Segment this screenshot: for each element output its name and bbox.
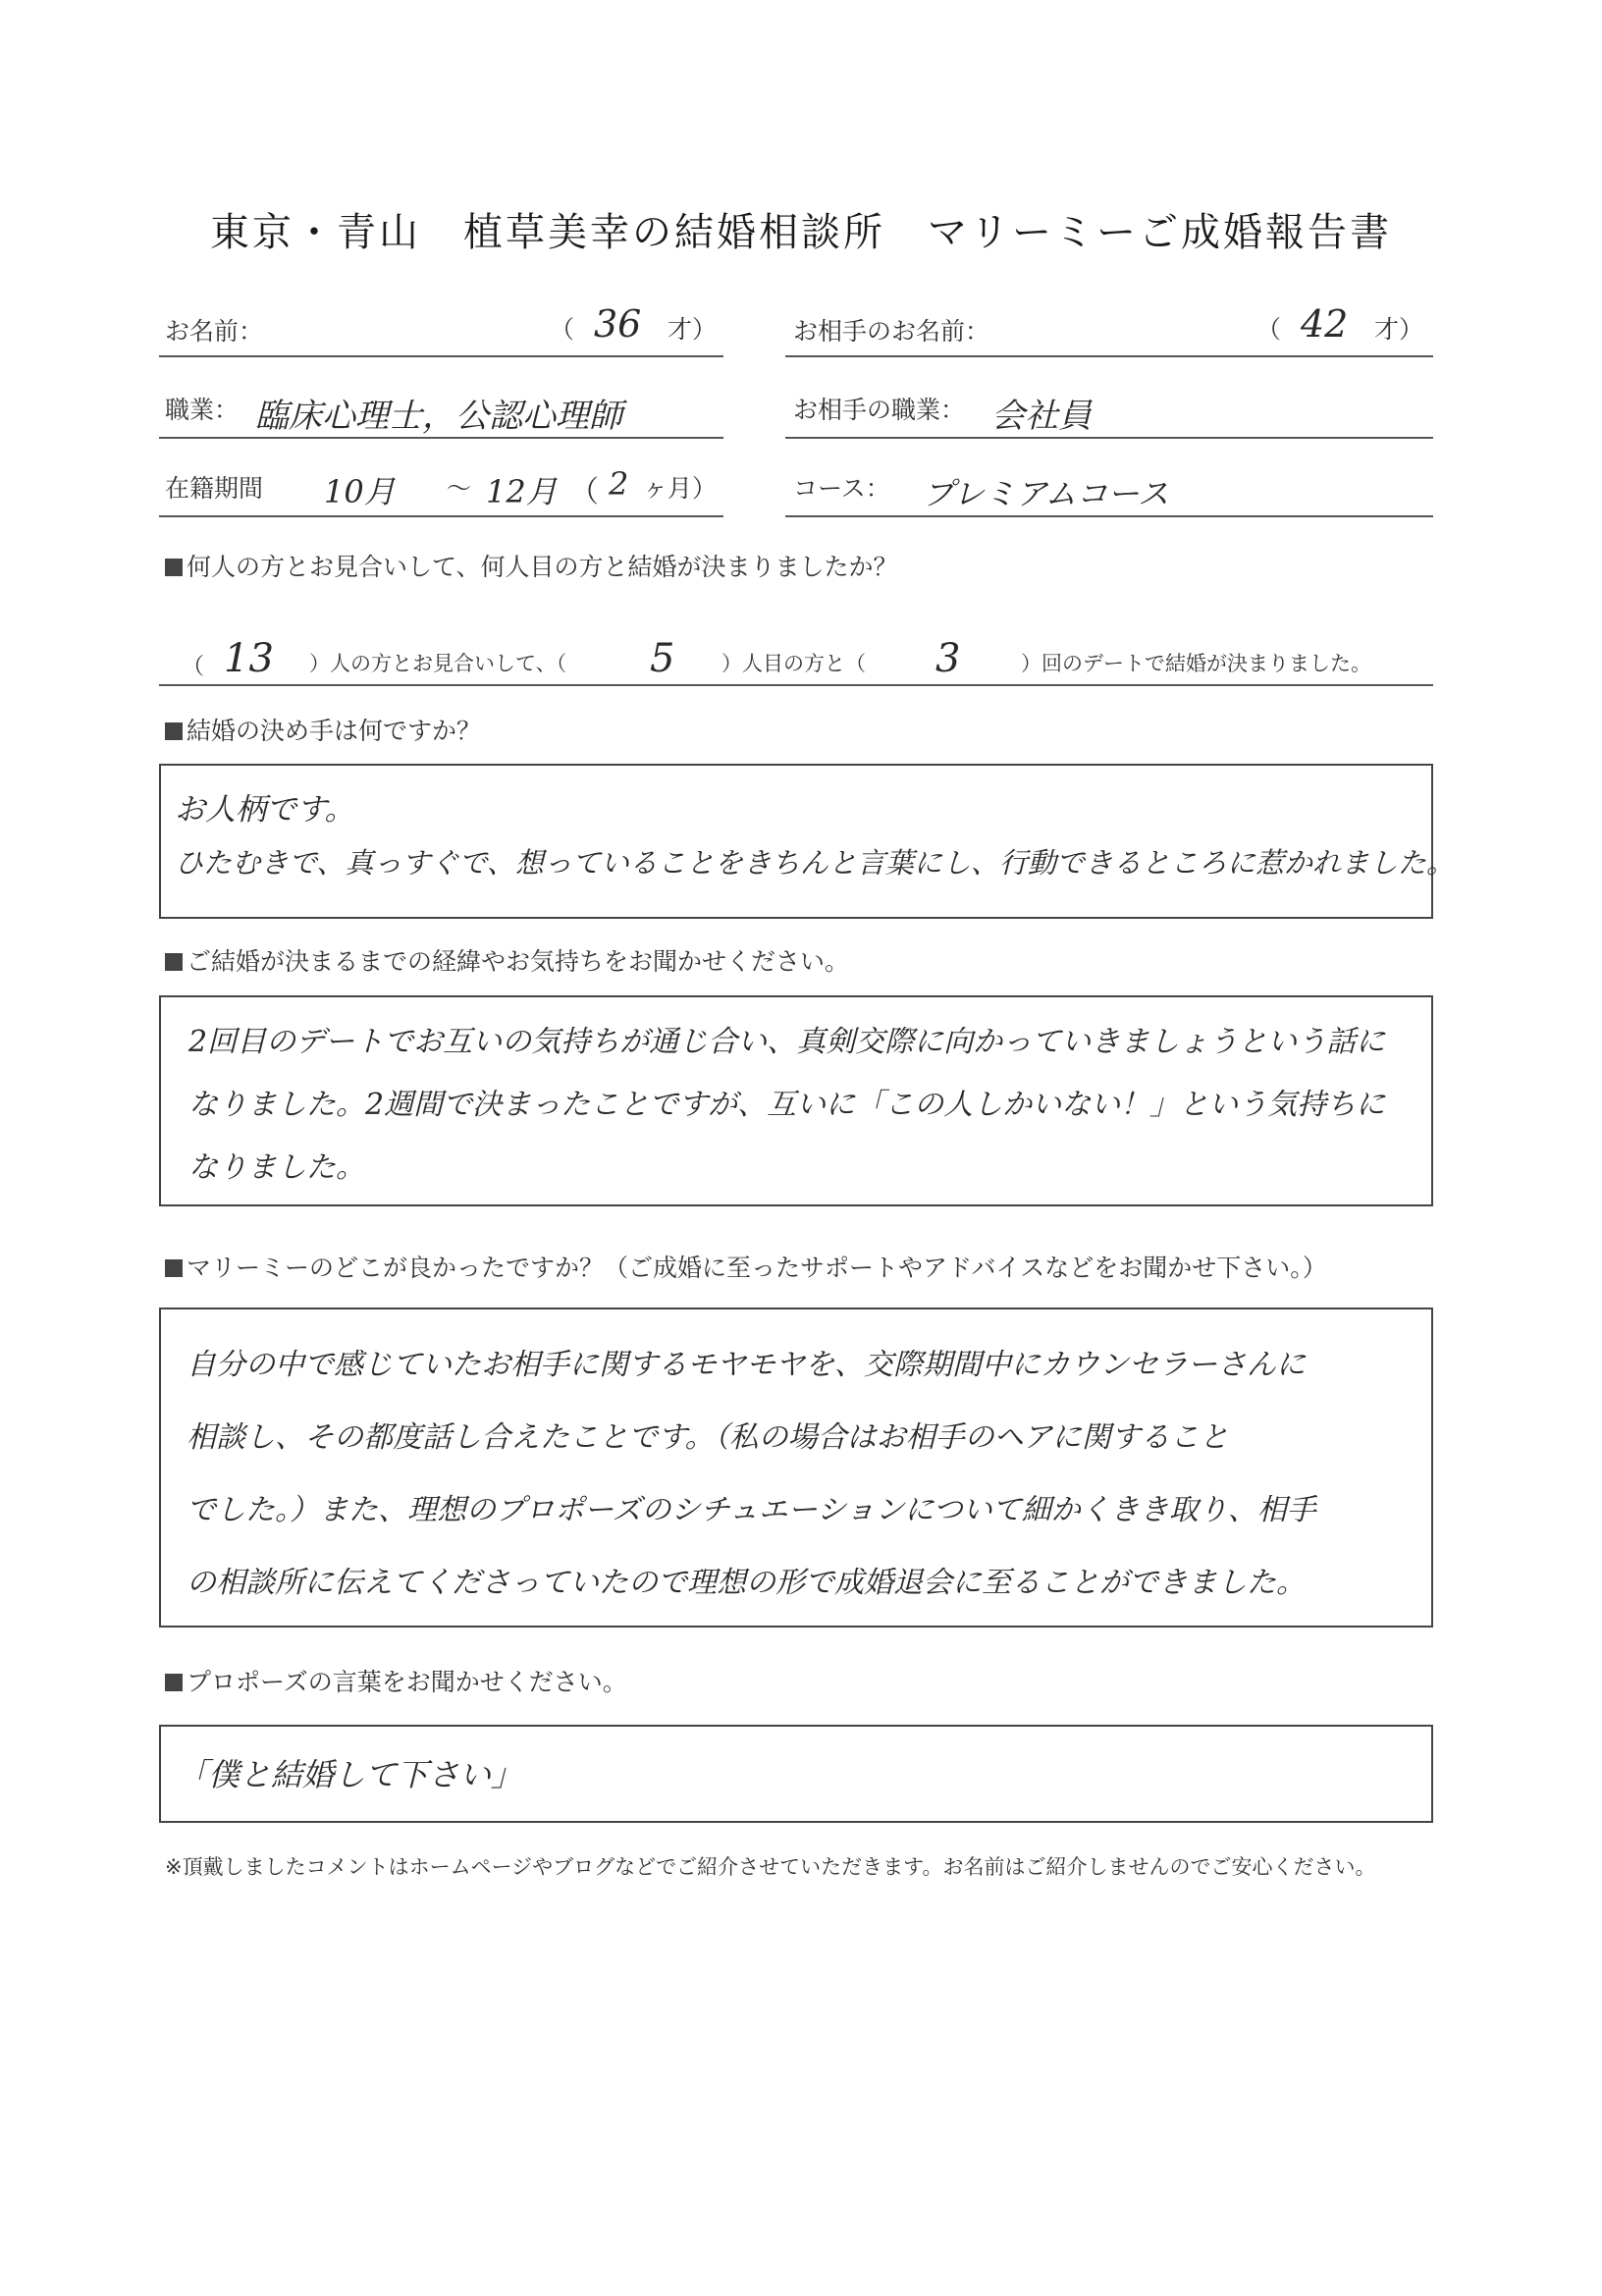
q1-open: （ — [182, 654, 204, 679]
q5-question — [165, 1663, 627, 1698]
period-start: 10月 — [324, 473, 396, 510]
q4-question — [165, 1249, 1327, 1284]
name-underline — [159, 355, 723, 357]
footer-note: ※頂戴しましたコメントはホームページやブログなどでご紹介させていただきます。お名前はご紹介しませんのでご安心ください。 — [165, 1855, 1376, 1879]
q4-answer-line: 自分の中で感じていたお相手に関するモヤモヤを、交際期間中にカウンセラーさんに — [187, 1348, 1306, 1382]
q1-dates: 3 — [935, 636, 961, 681]
square-bullet-icon — [165, 1259, 183, 1277]
q2-answer-box — [159, 764, 1455, 919]
q2-answer-line: お人柄です。 — [175, 792, 355, 828]
course-underline — [785, 515, 1433, 517]
q1-underline — [159, 684, 1433, 686]
report-title: 東京・青山 植草美幸の結婚相談所 マリーミーご成婚報告書 — [210, 210, 1392, 255]
q4-answer-line: の相談所に伝えてくださっていたので理想の形で成婚退会に至ることができました。 — [187, 1566, 1306, 1600]
partner-age-value: 42 — [1301, 302, 1349, 346]
job-value: 臨床心理士，公認心理師 — [255, 397, 622, 436]
q1-question-text: 何人の方とお見合いして、何人目の方と結婚が決まりましたか？ — [187, 553, 898, 581]
period-tilde: ～ — [447, 474, 472, 503]
job-label: 職業： — [165, 396, 240, 424]
q3-answer-box — [159, 995, 1433, 1206]
age-close: 才） — [668, 315, 718, 344]
square-bullet-icon — [165, 1674, 183, 1691]
job-underline — [159, 437, 723, 439]
period-close: ヶ月） — [643, 474, 718, 503]
period-open: （ — [569, 475, 599, 509]
q1-mid1: ）人の方とお見合いして、（ — [309, 652, 567, 675]
q3-question — [165, 942, 849, 978]
q5-answer-box — [159, 1725, 1433, 1823]
q1-mid2: ）人目の方と（ — [721, 652, 866, 675]
q1-nth: 5 — [650, 636, 675, 681]
partner-job-underline — [785, 437, 1433, 439]
q1-end: ）回のデートで結婚が決まりました。 — [1021, 652, 1371, 675]
q5-question-text: プロポーズの言葉をお聞かせください。 — [187, 1668, 627, 1696]
q5-answer: 「僕と結婚して下さい」 — [177, 1756, 523, 1793]
partner-job-label: お相手の職業： — [793, 396, 966, 424]
age-open: （ — [550, 315, 575, 344]
partner-age-close: 才） — [1374, 315, 1424, 344]
partner-name-label: お相手のお名前： — [793, 317, 990, 346]
q3-answer-line: なりました。 — [188, 1150, 365, 1185]
q3-answer-line: なりました。2週間で決まったことですが、互いに「この人しかいない！」という気持ちに — [188, 1088, 1386, 1122]
q3-question-text: ご結婚が決まるまでの経緯やお気持ちをお聞かせください。 — [187, 947, 850, 976]
period-end: 12月 — [486, 473, 558, 510]
name-label: お名前： — [165, 317, 264, 346]
course-value: プレミアムコース — [923, 475, 1169, 512]
square-bullet-icon — [165, 559, 183, 576]
partner-age-open: （ — [1256, 315, 1282, 344]
period-underline — [159, 515, 723, 517]
q1-meetings: 13 — [224, 636, 274, 681]
q2-question-text: 結婚の決め手は何ですか？ — [187, 717, 482, 745]
period-months: 2 — [609, 465, 629, 503]
q2-answer-line: ひたむきで、真っすぐで、想っていることをきちんと言葉にし、行動できるところに惹かれました。 — [175, 846, 1455, 880]
course-label: コース： — [793, 474, 890, 503]
q3-answer-line: 2回目のデートでお互いの気持ちが通じ合い、真剣交際に向かっていきましょうという話に — [188, 1025, 1386, 1059]
partner-job-value: 会社員 — [991, 397, 1092, 436]
q1-question — [165, 548, 898, 583]
q4-answer-line: 相談し、その都度話し合えたことです。（私の場合はお相手のヘアに関すること — [187, 1420, 1229, 1455]
q4-answer-line: でした。）また、理想のプロポーズのシチュエーションについて細かくきき取り、相手 — [187, 1493, 1316, 1527]
q4-answer-box — [159, 1308, 1433, 1628]
partner-name-underline — [785, 355, 1433, 357]
q2-question — [165, 712, 481, 747]
square-bullet-icon — [165, 953, 183, 971]
square-bullet-icon — [165, 722, 183, 740]
q4-question-text: マリーミーのどこが良かったですか？（ご成婚に至ったサポートやアドバイスなどをお聞かせ下さい。） — [187, 1254, 1327, 1282]
age-value: 36 — [594, 302, 642, 346]
period-label: 在籍期間 — [165, 474, 264, 503]
